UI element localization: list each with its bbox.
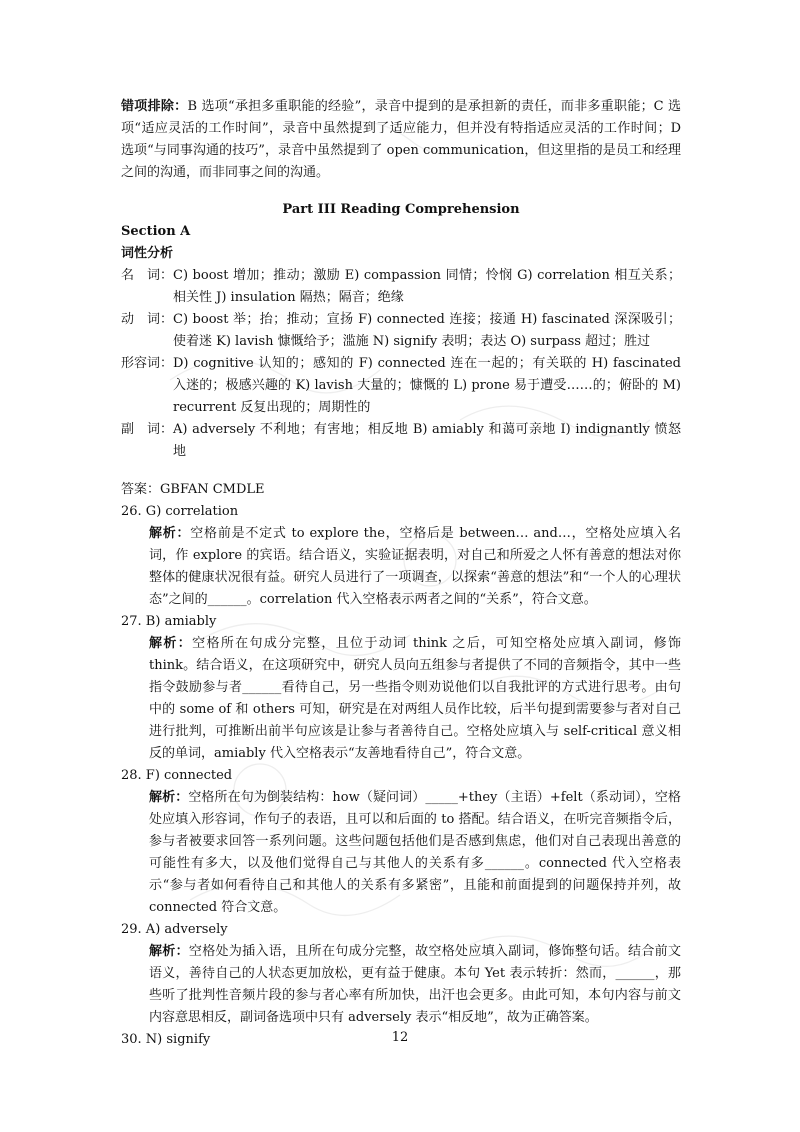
pos-row-verb [121,309,681,353]
pos-text: C) boost 举；抬；推动；宣扬 F) connected 连接；接通 H) fascinated 深深吸引；使着迷 K) lavish 慷慨给予；滥施 N) signify 表明；表达 O) surpass 超过；胜过 [173,312,681,349]
pos-label: 副 词： [121,422,174,437]
answer-line: 答案：GBFAN CMDLE [121,482,265,497]
pos-label: 动 词： [121,312,174,327]
pos-text: C) boost 增加；推动；激励 E) compassion 同情；怜悯 G) correlation 相互关系；相关性 J) insulation 隔热；隔音；绝缘 [173,268,681,305]
explanation-label: 解析： [149,790,189,805]
pos-row-adverb [121,419,681,463]
question-26-title: 26. G) correlation [121,504,239,519]
explanation-text: 空格所在句成分完整，且位于动词 think 之后，可知空格处应填入副词，修饰 think。结合语义，在这项研究中，研究人员向五组参与者提供了不同的音频指令，其中一些指令鼓励参与者______看待自己，另一些指令则劝说他们以自我批评的方式进行思考。由句中的 some of 和 others 可知，研究是在对两组人员作比较，后半句提到需要参与者对自己进行批判，可推断出前半句应该是让参与者善待自己。空格处应填入与 self-critical 意义相反的单词，amiably 代入空格表示“友善地看待自己”，符合文意。 [149,636,681,761]
question-26-explanation [149,523,681,611]
pos-text: A) adversely 不利地；有害地；相反地 B) amiably 和蔼可亲地 I) indignantly 愤怒地 [173,422,681,459]
error-exclusion-paragraph [121,96,681,184]
section-title: Section A [121,224,191,239]
error-exclusion-label: 错项排除： [121,99,188,114]
question-27-title: 27. B) amiably [121,614,217,629]
question-30-title: 30. N) signify [121,1032,211,1047]
explanation-label: 解析： [149,526,191,541]
page-content [121,96,681,1051]
error-exclusion-text: B 选项“承担多重职能的经验”，录音中提到的是承担新的责任，而非多重职能；C 选项“适应灵活的工作时间”，录音中虽然提到了适应能力，但并没有特指适应灵活的工作时间；D 选项“与同事沟通的技巧”，录音中虽然提到了 open communication，但这里指的是员工和经理之间的沟通，而非同事之间的沟通。 [121,99,681,180]
pos-heading: 词性分析 [121,246,174,261]
explanation-text: 空格处为插入语，且所在句成分完整，故空格处应填入副词，修饰整句话。结合前文语义，善待自己的人状态更加放松，更有益于健康。本句 Yet 表示转折：然而，______，那些听了批判性音频片段的参与者心率有所加快，出汗也会更多。由此可知，本句内容与前文内容意思相反，副词备选项中只有 adversely 表示“相反地”，故为正确答案。 [149,944,681,1025]
question-28-title: 28. F) connected [121,768,233,783]
question-27-explanation [149,633,681,765]
question-28-explanation [149,787,681,919]
pos-label: 名 词： [121,268,174,283]
question-29-title: 29. A) adversely [121,922,228,937]
question-29-explanation [149,941,681,1029]
part-title: Part III Reading Comprehension [282,202,520,217]
page-number: 12 [391,1030,409,1045]
explanation-text: 空格前是不定式 to explore the，空格后是 between… and…，空格处应填入名词，作 explore 的宾语。结合语义，实验证据表明，对自己和所爱之人怀有善意的想法对你整体的健康状况很有益。研究人员进行了一项调查，以探索“善意的想法”和“一个人的心理状态”之间的______。correlation 代入空格表示两者之间的“关系”，符合文意。 [149,526,681,607]
explanation-label: 解析： [149,636,193,651]
pos-text: D) cognitive 认知的；感知的 F) connected 连在一起的；有关联的 H) fascinated 入迷的；极感兴趣的 K) lavish 大量的；慷慨的 L) prone 易于遭受……的；俯卧的 M) recurrent 反复出现的；周期性的 [173,356,681,415]
pos-row-noun [121,265,681,309]
explanation-text: 空格所在句为倒装结构：how（疑问词）_____+they（主语）+felt（系动词），空格处应填入形容词，作句子的表语，且可以和后面的 to 搭配。结合语义，在听完音频指令后，参与者被要求回答一系列问题。这些问题包括他们是否感到焦虑，他们对自己表现出善意的可能性有多大，以及他们觉得自己与其他人的关系有多______。connected 代入空格表示“参与者如何看待自己和其他人的关系有多紧密”，且能和前面提到的问题保持并列，故 connected 符合文意。 [149,790,681,915]
pos-label: 形容词： [121,356,174,371]
explanation-label: 解析： [149,944,189,959]
pos-row-adjective [121,353,681,419]
